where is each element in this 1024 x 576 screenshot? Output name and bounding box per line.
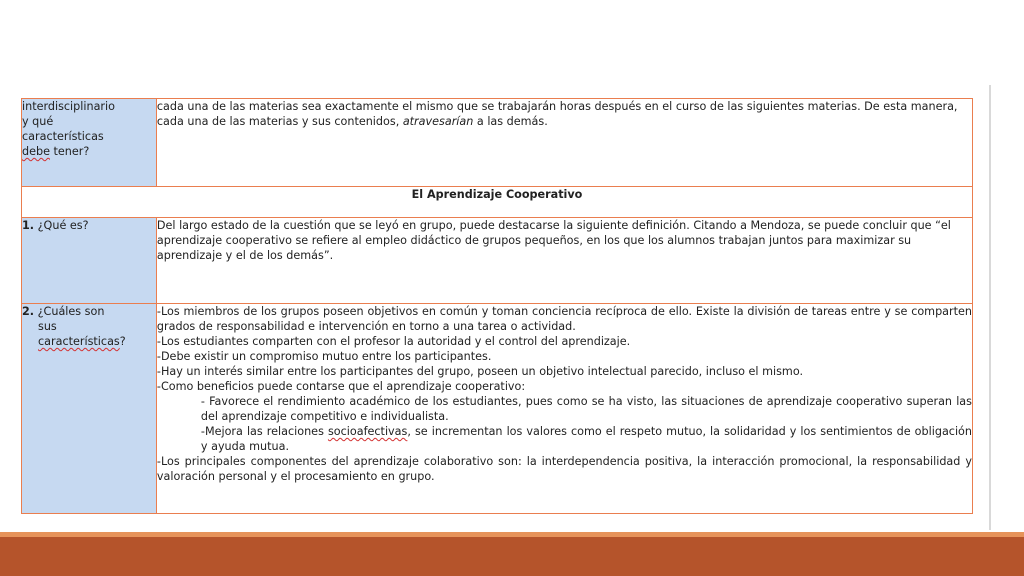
question-number: 1. xyxy=(22,219,35,232)
question-text: ¿Qué es? xyxy=(37,219,89,232)
question-number: 2. xyxy=(22,305,35,318)
spellcheck-word: características xyxy=(38,335,120,348)
body-text: -Mejora las relaciones xyxy=(200,425,328,438)
body-italic: atravesarían xyxy=(402,115,474,128)
label-line: y qué xyxy=(22,115,54,128)
section-heading: El Aprendizaje Cooperativo xyxy=(22,187,973,218)
benefit-item: - Favorece el rendimiento académico de los estudiantes, pues como se ha visto, las situaciones de aprendizaje cooperativo superan las del aprendizaje competitivo e individualista. xyxy=(200,395,972,423)
label-line: características xyxy=(22,130,104,143)
table-row xyxy=(22,304,973,514)
label-line: sus xyxy=(38,320,57,333)
label-text: ? xyxy=(119,335,126,348)
table-row-heading xyxy=(22,187,973,218)
row-label-cell xyxy=(22,304,157,514)
label-line: interdisciplinario xyxy=(22,100,115,113)
footer-bar xyxy=(0,537,1024,576)
table-row xyxy=(22,99,973,187)
label-line xyxy=(22,334,156,349)
benefit-item xyxy=(157,424,972,454)
table-row xyxy=(22,218,973,304)
row-body-cell xyxy=(156,304,972,514)
label-line xyxy=(22,304,156,319)
content-table xyxy=(21,98,973,514)
row-body-cell xyxy=(156,99,972,187)
body-text: cada una de las materias sea exactamente el mismo que se trabajarán horas después en el curso de las siguientes materias. De esta manera, cada una de las materias y sus contenidos, xyxy=(156,100,958,128)
body-line: -Los estudiantes comparten con el profesor la autoridad y el control del aprendizaje. xyxy=(156,335,631,348)
body-line: -Debe existir un compromiso mutuo entre los participantes. xyxy=(156,350,492,363)
body-line: -Los miembros de los grupos poseen objetivos en común y toman conciencia recíproca de ello. Existe la división de tareas entre y se comparten grados de responsabilidad e intervención en torno a una tarea o actividad. xyxy=(156,305,972,333)
row-label-cell xyxy=(22,99,157,187)
label-text: tener? xyxy=(49,145,90,158)
label-line xyxy=(22,144,156,159)
row-body-cell: Del largo estado de la cuestión que se leyó en grupo, puede destacarse la siguiente definición. Citando a Mendoza, se puede concluir que “el aprendizaje cooperativo se refiere al empleo didáctico de grupos pequeños, en los que los alumnos trabajan juntos para maximizar su aprendizaje y el de los demás”. xyxy=(156,218,972,304)
spellcheck-word: socioafectivas xyxy=(327,425,408,438)
vertical-divider xyxy=(989,85,991,530)
body-line: -Hay un interés similar entre los participantes del grupo, poseen un objetivo intelectual parecido, incluso el mismo. xyxy=(156,365,804,378)
body-line: -Los principales componentes del aprendizaje colaborativo son: la interdependencia positiva, la interacción promocional, la responsabilidad y valoración personal y el procesamiento en grupo. xyxy=(156,455,972,483)
question-text: ¿Cuáles son xyxy=(37,305,105,318)
body-line: -Como beneficios puede contarse que el aprendizaje cooperativo: xyxy=(156,380,526,393)
row-label-cell xyxy=(22,218,157,304)
spellcheck-word: debe xyxy=(22,145,50,158)
body-text: a las demás. xyxy=(473,115,548,128)
body-text: , se incrementan los valores como el respeto mutuo, la solidaridad y los sentimientos de obligación y ayuda mutua. xyxy=(200,425,972,453)
